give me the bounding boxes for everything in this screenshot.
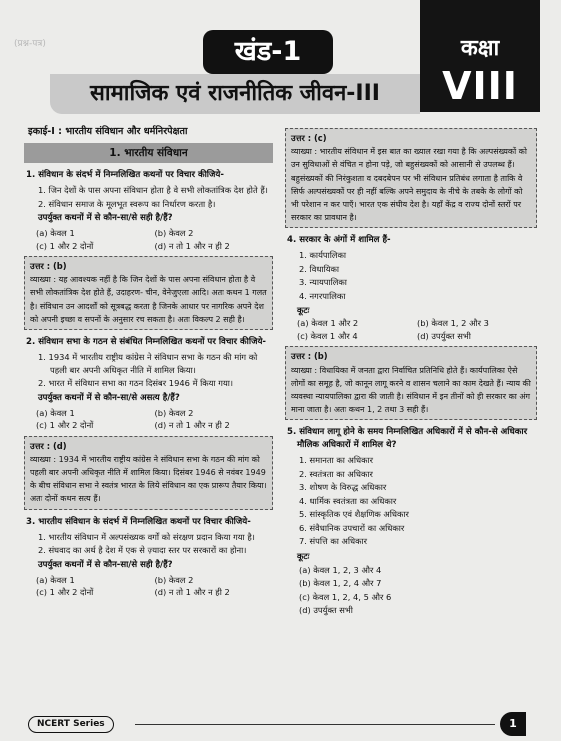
answer-box-4 xyxy=(285,346,537,420)
option-a: (a) केवल 1, 2, 3 और 4 xyxy=(299,564,382,575)
question-5: 5. संविधान लागू होने के समय निम्नलिखित अधिकारों में से कौन-से अधिकार मौलिक अधिकारों में शामिल थे? xyxy=(287,427,528,451)
footer-rule xyxy=(135,724,495,725)
statement: 2. विधायिका xyxy=(299,263,340,274)
question-prompt: उपर्युक्त कथनों में से कौन-सा/से असत्य है/हैं? xyxy=(38,392,180,403)
class-value: VIII xyxy=(442,64,518,108)
series-label: NCERT Series xyxy=(28,716,114,733)
option-b: (b) केवल 2 xyxy=(154,228,194,238)
statement: 1. समानता का अधिकार xyxy=(299,455,374,466)
options xyxy=(24,227,273,252)
options xyxy=(24,574,273,599)
right-column xyxy=(285,124,537,618)
option-c: (c) 1 और 2 दोनों xyxy=(36,587,94,598)
option-a: (a) केवल 1 और 2 xyxy=(297,318,359,329)
answer-explanation: व्याख्या : 1934 में भारतीय राष्ट्रीय कांग्रेस ने संविधान सभा के गठन की मांग को पहली बार अपनी अधिकृत नीति में शामिल किया। दिसंबर 1946 से नवंबर 1949 के बीच संविधान सभा ने स्वतंत्र भारत के लिये संविधान का एक प्रारूप तैयार किया। अतः दोनों कथन सत्य हैं। xyxy=(30,454,267,504)
chapter-title: सामाजिक एवं राजनीतिक जीवन-III xyxy=(50,74,420,114)
option-c: (c) केवल 1 और 4 xyxy=(297,330,358,341)
option-d: (d) न तो 1 और न ही 2 xyxy=(154,420,230,431)
answer-box-2 xyxy=(24,436,273,510)
answer-explanation: व्याख्या : भारतीय संविधान में इस बात का ख्याल रखा गया है कि अल्पसंख्यकों को उन सुविधाओं से वंचित न होना पड़े, जो बहुसंख्यकों को आसानी से उपलब्ध हैं। बहुसंख्यकों की निरंकुशता व दबदबेपन पर भी संविधान प्रतिबंध लगाता है ताकि वे सिर्फ अल्पसंख्यकों पर ही नहीं बल्कि अपने समुदाय के नीचे के तबके के लोगों को भी परेशान न कर पाएँ। भारत एक संघीय देश है। यहाँ केंद्र व राज्य दोनों स्तरों पर सरकार का प्रावधान है। xyxy=(291,147,527,223)
answer-label: उत्तर : (c) xyxy=(291,133,327,143)
option-b: (b) केवल 2 xyxy=(154,407,194,418)
answer-label: उत्तर : (b) xyxy=(30,261,67,271)
options xyxy=(24,407,273,432)
option-d: (d) न तो 1 और न ही 2 xyxy=(154,587,230,598)
question-prompt: उपर्युक्त कथनों में से कौन-सा/से सही है/हैं? xyxy=(38,559,173,570)
question-1: 1. संविधान के संदर्भ में निम्नलिखित कथनों पर विचार कीजिये- xyxy=(26,170,224,180)
unit-heading: इकाई-I : भारतीय संविधान और धर्मनिरपेक्षता xyxy=(28,126,188,137)
section-badge: खंड-1 xyxy=(203,30,333,74)
option-c: (c) केवल 1, 2, 4, 5 और 6 xyxy=(299,591,392,602)
question-2: 2. संविधान सभा के गठन से संबंधित निम्नलिखित कथनों पर विचार कीजिये- xyxy=(26,337,266,348)
statement: 7. संपत्ति का अधिकार xyxy=(299,536,368,547)
option-d: (d) उपर्युक्त सभी xyxy=(299,605,353,616)
class-box xyxy=(420,0,540,112)
statement: 2. संघवाद का अर्थ है देश में एक से ज़्यादा स्तर पर सरकारों का होना। xyxy=(38,545,247,556)
answer-box-3 xyxy=(285,128,537,228)
left-column xyxy=(24,124,273,602)
statement: 1. कार्यपालिका xyxy=(299,250,347,261)
answer-label: उत्तर : (d) xyxy=(30,440,67,451)
page-number: 1 xyxy=(500,712,526,736)
statement: 1. 1934 में भारतीय राष्ट्रीय कांग्रेस ने संविधान सभा के गठन की मांग को पहली बार अपनी अधिकृत नीति में शामिल किया। xyxy=(38,352,258,375)
faint-header-text: (प्रश्न-पत्र) xyxy=(14,39,46,49)
statement: 4. धार्मिक स्वतंत्रता का अधिकार xyxy=(299,495,397,506)
options xyxy=(285,317,537,342)
option-d: (d) उपर्युक्त सभी xyxy=(417,330,471,341)
option-a: (a) केवल 1 xyxy=(36,574,75,585)
statement: 6. संवैधानिक उपचारों का अधिकार xyxy=(299,522,405,533)
option-b: (b) केवल 2 xyxy=(154,574,194,585)
class-label: कक्षा xyxy=(460,36,500,61)
topic-heading: 1. भारतीय संविधान xyxy=(24,143,273,163)
statement: 3. शोषण के विरुद्ध अधिकार xyxy=(299,482,387,493)
answer-explanation: व्याख्या : यह आवश्यक नहीं है कि जिन देशों के पास अपना संविधान होता है वे सभी लोकतांत्रिक देश होते हैं, उदाहरण- चीन, वेनेजुएला आदि। अतः कथन 1 गलत है। संविधान उन आदर्शों को सूत्रबद्ध करता है जिनके आधार पर नागरिक अपने देश को अपनी इच्छा व सपनों के अनुसार रच सकता है। अतः विकल्प 2 सही है। xyxy=(30,275,267,324)
answer-explanation: व्याख्या : विधायिका में जनता द्वारा निर्वाचित प्रतिनिधि होते हैं। कार्यपालिका ऐसे लोगों का समूह है, जो कानून लागू करने व शासन चलाने का काम देखते हैं। न्याय की व्यवस्था न्यायपालिका द्वारा की जाती है। संविधान में इन तीनों को ही सरकार का अंग माना जाता है। अतः कथन 1, 2 तथा 3 सही हैं। xyxy=(291,365,531,415)
option-b: (b) केवल 1, 2 और 3 xyxy=(417,318,489,329)
option-a: (a) केवल 1 xyxy=(36,407,75,418)
statement: 2. स्वतंत्रता का अधिकार xyxy=(299,468,373,479)
statement: 3. न्यायपालिका xyxy=(299,277,347,288)
option-a: (a) केवल 1 xyxy=(36,228,75,238)
option-c: (c) 1 और 2 दोनों xyxy=(36,240,94,251)
statement: 4. नगरपालिका xyxy=(299,290,346,301)
answer-box-1 xyxy=(24,256,273,330)
question-4: 4. सरकार के अंगों में शामिल हैं- xyxy=(287,235,391,246)
statement: 1. भारतीय संविधान में अल्पसंख्यक वर्गों को संरक्षण प्रदान किया गया है। xyxy=(38,531,255,542)
statement: 1. जिन देशों के पास अपना संविधान होता है वे सभी लोकतांत्रिक देश होते हैं। xyxy=(38,185,268,195)
question-3: 3. भारतीय संविधान के संदर्भ में निम्नलिखित कथनों पर विचार कीजिये- xyxy=(26,516,251,527)
code-label: कूटः xyxy=(297,305,310,316)
option-c: (c) 1 और 2 दोनों xyxy=(36,420,94,431)
option-b: (b) केवल 1, 2, 4 और 7 xyxy=(299,578,382,589)
statement: 2. भारत में संविधान सभा का गठन दिसंबर 1946 में किया गया। xyxy=(38,378,234,389)
question-prompt: उपर्युक्त कथनों में से कौन-सा/से सही है/हैं? xyxy=(38,213,173,223)
code-label: कूटः xyxy=(297,550,310,561)
option-d: (d) न तो 1 और न ही 2 xyxy=(154,240,230,251)
statement: 5. सांस्कृतिक एवं शैक्षणिक अधिकार xyxy=(299,509,409,520)
statement: 2. संविधान समाज के मूलभूत स्वरूप का निर्धारण करता है। xyxy=(38,198,216,209)
answer-label: उत्तर : (b) xyxy=(291,351,328,362)
